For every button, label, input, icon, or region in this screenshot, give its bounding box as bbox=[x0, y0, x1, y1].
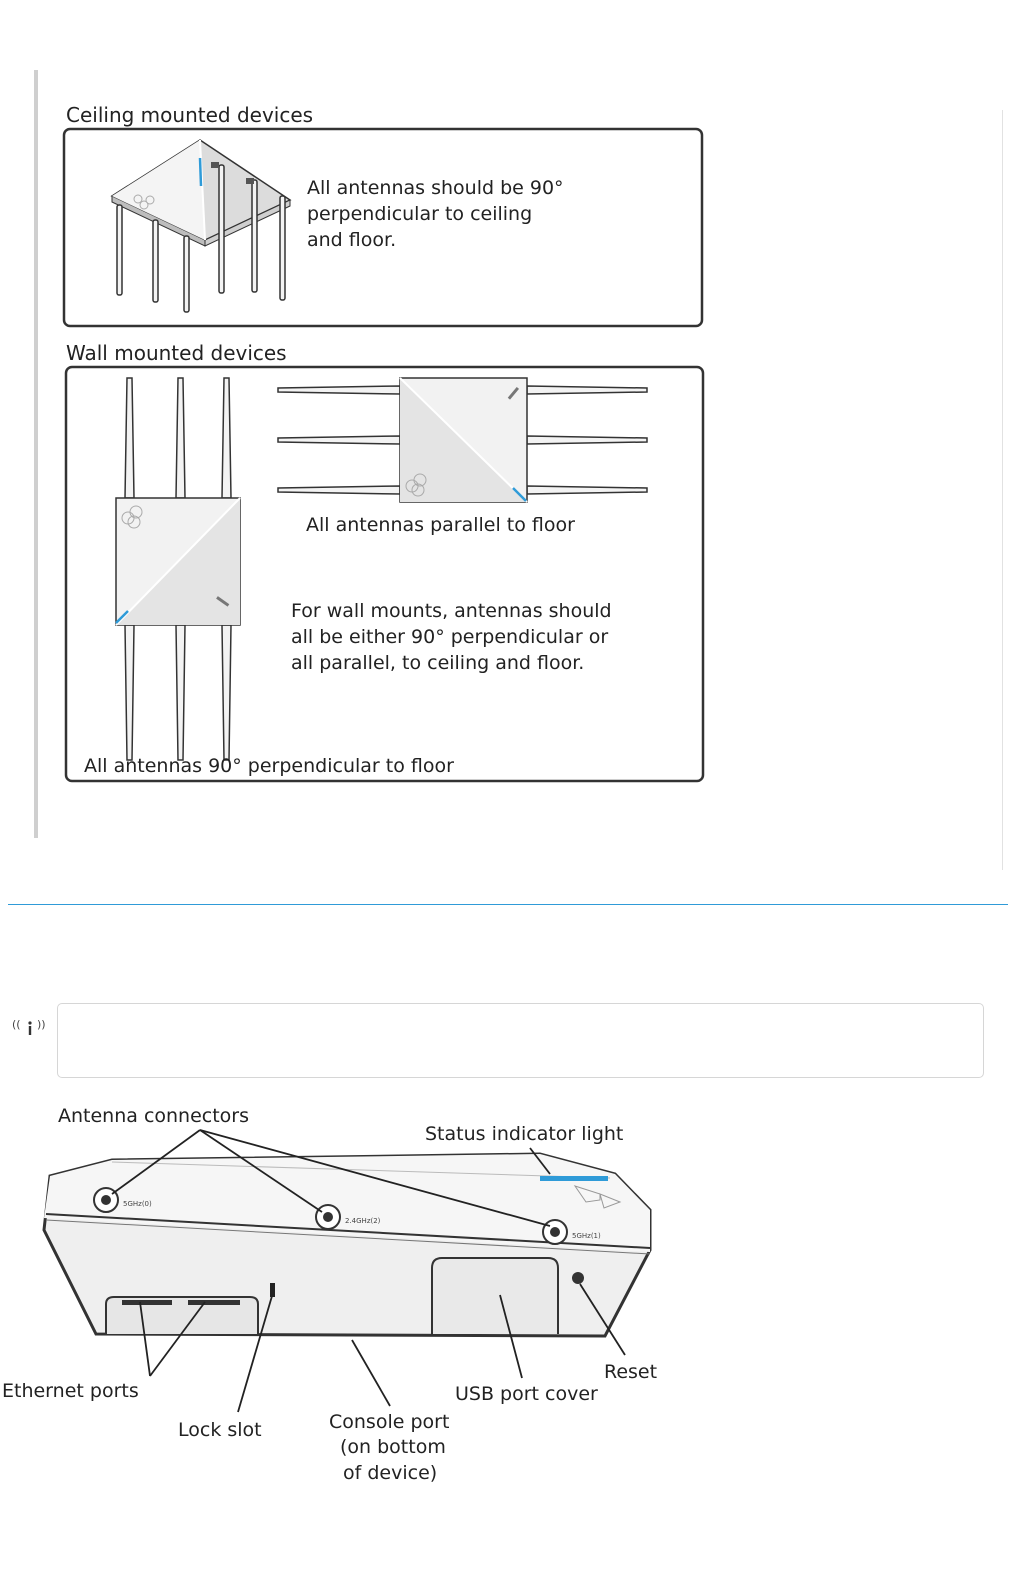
ceiling-note-line-1: All antennas should be 90° bbox=[307, 177, 564, 199]
label-console-port-line-1: Console port bbox=[329, 1411, 450, 1433]
label-status-light: Status indicator light bbox=[425, 1123, 624, 1145]
wall-note-line-1: For wall mounts, antennas should bbox=[291, 600, 612, 622]
device-side-view bbox=[44, 1154, 650, 1336]
section-divider bbox=[8, 904, 1008, 905]
ceiling-note-line-2: perpendicular to ceiling bbox=[307, 203, 533, 225]
device-ports-figure bbox=[0, 1090, 1015, 1510]
perpendicular-caption: All antennas 90° perpendicular to floor bbox=[84, 755, 454, 777]
wall-heading: Wall mounted devices bbox=[66, 341, 287, 365]
label-reset: Reset bbox=[604, 1361, 658, 1383]
port-marking-5ghz-0: 5GHz(0) bbox=[123, 1200, 152, 1208]
label-ethernet-ports: Ethernet ports bbox=[2, 1380, 139, 1402]
label-console-port-line-3: of device) bbox=[343, 1462, 438, 1484]
port-marking-2-4ghz: 2.4GHz(2) bbox=[345, 1217, 381, 1225]
label-lock-slot: Lock slot bbox=[178, 1419, 262, 1441]
parallel-caption: All antennas parallel to floor bbox=[306, 514, 575, 536]
label-antenna-connectors: Antenna connectors bbox=[58, 1105, 250, 1127]
ceiling-note-line-3: and floor. bbox=[307, 229, 397, 251]
svg-text:)): )) bbox=[37, 1018, 46, 1031]
label-usb-cover: USB port cover bbox=[455, 1383, 598, 1405]
wall-note-line-3: all parallel, to ceiling and floor. bbox=[291, 652, 585, 674]
info-callout bbox=[57, 1003, 984, 1078]
wifi-info-icon bbox=[12, 1014, 48, 1038]
port-marking-5ghz-1: 5GHz(1) bbox=[572, 1232, 601, 1240]
wall-note-line-2: all be either 90° perpendicular or bbox=[291, 626, 609, 648]
ceiling-heading: Ceiling mounted devices bbox=[66, 103, 314, 127]
ceiling-panel bbox=[64, 129, 702, 326]
svg-text:((: (( bbox=[12, 1018, 21, 1031]
label-console-port-line-2: (on bottom bbox=[340, 1436, 446, 1458]
